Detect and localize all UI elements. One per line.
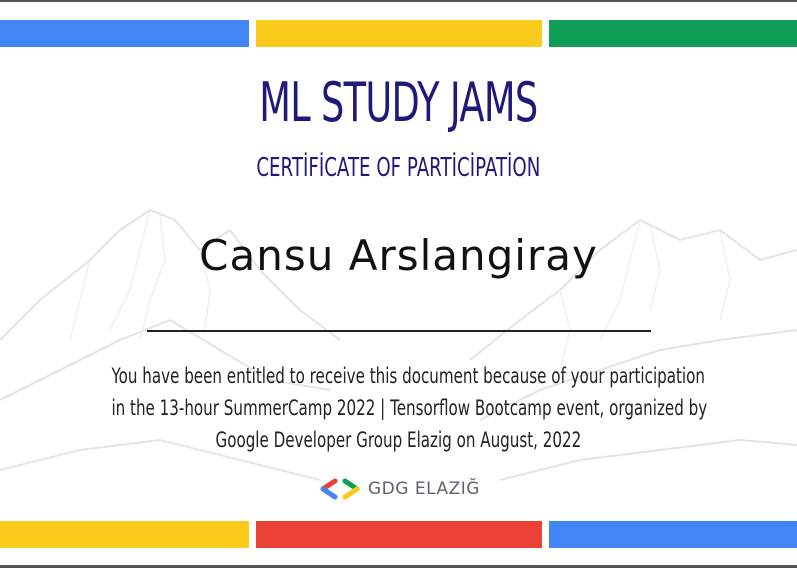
body-text-line-2: in the 13-hour SummerCamp 2022 | Tensorflow Bootcamp event, organized by <box>111 396 708 420</box>
body-text-line-3: Google Developer Group Elazig on August, 2022 <box>215 428 582 452</box>
top-frame-line <box>0 0 797 2</box>
logo-text: GDG ELAZIĞ <box>368 479 480 499</box>
gdg-chevrons-icon <box>318 476 362 502</box>
certificate-subtitle: CERTİFİCATE OF PARTİCİPATİON <box>256 153 541 183</box>
bottom-bar-yellow <box>0 521 249 548</box>
top-bar-blue <box>0 20 249 47</box>
top-bar-yellow <box>256 20 542 47</box>
bottom-bar-blue <box>549 521 797 548</box>
signature-line <box>147 330 651 332</box>
recipient-name: Cansu Arslangiray <box>199 231 598 280</box>
certificate-title: ML STUDY JAMS <box>259 71 538 134</box>
gdg-logo <box>318 476 480 502</box>
bottom-bar-red <box>256 521 542 548</box>
top-bar-green <box>549 20 797 47</box>
body-text-line-1: You have been entitled to receive this document because of your participation <box>111 364 705 388</box>
